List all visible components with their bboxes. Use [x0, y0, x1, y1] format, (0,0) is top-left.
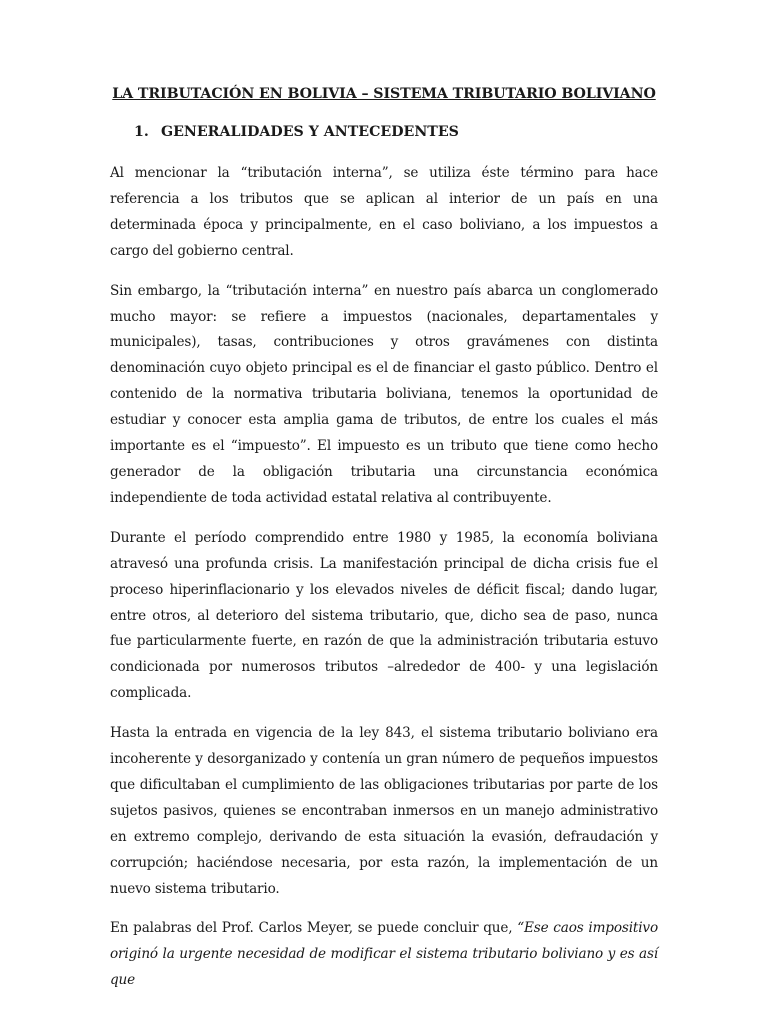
paragraph: Sin embargo, la “tributación interna” en nuestro país abarca un conglomerado mucho mayor: se refiere a impuestos (nacionales, departamentales y municipales), tasas, contribuciones y otros gravámenes con distinta denominación cuyo objeto principal es el de financiar el gasto público. Dentro el contenido de la normativa tributaria boliviana, tenemos la oportunidad de estudiar y conocer esta amplia gama de tributos, de entre los cuales el más importante es el “impuesto”. El impuesto es un tributo que tiene como hecho generador de la obligación tributaria una circunstancia económica independiente de toda actividad estatal relativa al contribuyente. — [110, 282, 658, 506]
document-title: LA TRIBUTACIÓN EN BOLIVIA – SISTEMA TRIBUTARIO BOLIVIANO — [112, 86, 656, 102]
paragraph: Hasta la entrada en vigencia de la ley 843, el sistema tributario boliviano era incoherente y desorganizado y contenía un gran número de pequeños impuestos que dificultaban el cumplimiento de las obligaciones tributarias por parte de los sujetos pasivos, quienes se encontraban inmersos en un manejo administrativo en extremo complejo, derivando de esta situación la evasión, defraudación y corrupción; haciéndose necesaria, por esta razón, la implementación de un nuevo sistema tributario. — [110, 725, 658, 897]
section-heading — [134, 124, 658, 140]
section-number: 1. — [134, 124, 149, 140]
section-heading-text: GENERALIDADES Y ANTECEDENTES — [160, 124, 459, 140]
paragraph-intro: En palabras del Prof. Carlos Meyer, se puede concluir que, — [110, 920, 518, 937]
paragraph: Al mencionar la “tributación interna”, se utiliza éste término para hace referencia a los tributos que se aplican al interior de un país en una determinada época y principalmente, en el caso boliviano, a los impuestos a cargo del gobierno central. — [110, 165, 658, 259]
quoted-text: “Ese caos impositivo originó la urgente necesidad de modificar el sistema tributario boliviano y es así que — [110, 920, 658, 989]
paragraph-with-quote — [110, 916, 658, 994]
paragraph: Durante el período comprendido entre 1980 y 1985, la economía boliviana atravesó una profunda crisis. La manifestación principal de dicha crisis fue el proceso hiperinflacionario y los elevados niveles de déficit fiscal; dando lugar, entre otros, al deterioro del sistema tributario, que, dicho sea de paso, nunca fue particularmente fuerte, en razón de que la administración tributaria estuvo condicionada por numerosos tributos –alrededor de 400- y una legislación complicada. — [110, 529, 658, 702]
